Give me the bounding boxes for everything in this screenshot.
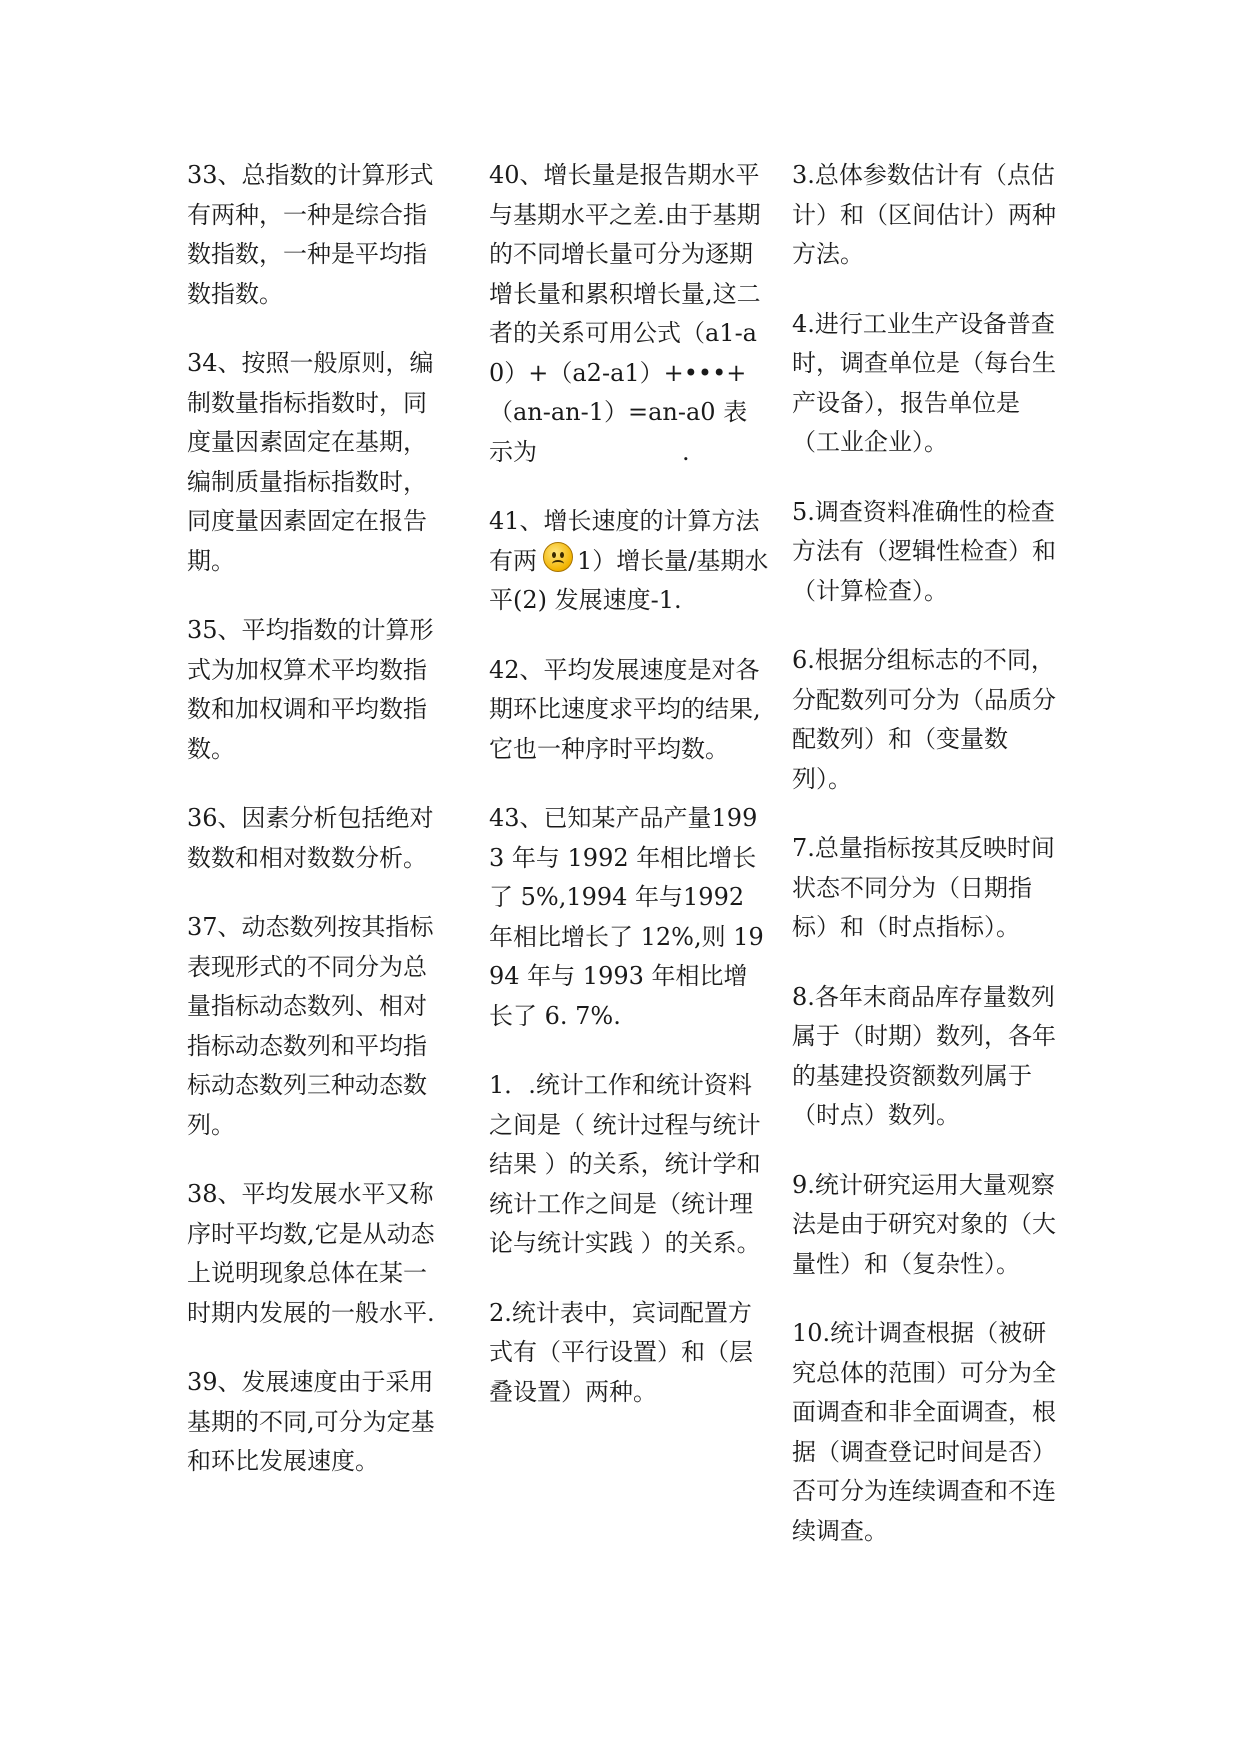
paragraph-43: 43、已知某产品产量1993 年与 1992 年相比增长了 5%,1994 年与1992 年相比增长了 12%,则 1994 年与 1993 年相比增长了 6. 7%. [489,804,764,1030]
paragraph-41-text-end: 1）增长量/基期水平(2) 发展速度-1. [489,546,769,614]
column-middle [489,156,769,1442]
paragraph-8: 8.各年末商品库存量数列属于（时期）数列，各年的基建投资额数列属于（时点）数列。 [792,982,1056,1129]
column-right [792,156,1062,1581]
paragraph-7: 7.总量指标按其反映时间状态不同分为（日期指标）和（时点指标）。 [792,834,1055,941]
paragraph-4: 4.进行工业生产设备普查时，调查单位是（每台生产设备），报告单位是（工业企业）。 [792,309,1056,456]
paragraph-10: 10.统计调查根据（被研究总体的范围）可分为全面调查和非全面调查，根据（调查登记时间是否）否可分为连续调查和不连续调查。 [792,1319,1056,1545]
paragraph-36: 36、因素分析包括绝对数数和相对数数分析。 [187,804,434,872]
paragraph-34: 34、按照一般原则，编制数量指标指数时，同度量因素固定在基期，编制质量指标指数时，同度量因素固定在报告期。 [187,349,434,575]
paragraph-39: 39、发展速度由于采用基期的不同,可分为定基和环比发展速度。 [187,1368,435,1475]
paragraph-35: 35、平均指数的计算形式为加权算术平均数指数和加权调和平均数指数。 [187,616,434,763]
paragraph-6: 6.根据分组标志的不同，分配数列可分为（品质分配数列）和（变量数列）。 [792,646,1056,793]
paragraph-2: 2.统计表中，宾词配置方式有（平行设置）和（层叠设置）两种。 [489,1298,753,1406]
paragraph-41 [489,502,769,621]
paragraph-42: 42、平均发展速度是对各期环比速度求平均的结果,它也一种序时平均数。 [489,655,761,763]
column-left [187,156,449,1512]
paragraph-40: 40、增长量是报告期水平与基期水平之差.由于基期的不同增长量可分为逐期增长量和累积增长量,这二者的关系可用公式（a1-a0）+（a2-a1）+•••+（an-an-1）=an-a0 表示为 . [489,161,761,466]
paragraph-37: 37、动态数列按其指标表现形式的不同分为总量指标动态数列、相对指标动态数列和平均指标动态数列三种动态数列。 [187,913,434,1139]
paragraph-5: 5.调查资料准确性的检查方法有（逻辑性检查）和（计算检查）。 [792,497,1056,605]
paragraph-41-text-start: 41、增长速度的计算方法有两 [489,507,760,575]
paragraph-3: 3.总体参数估计有（点估计）和（区间估计）两种方法。 [792,161,1056,268]
sad-face-icon [543,542,573,572]
paragraph-33: 33、总指数的计算形式有两种，一种是综合指数指数，一种是平均指数指数。 [187,161,434,308]
paragraph-1: 1．.统计工作和统计资料之间是（ 统计过程与统计结果 ）的关系，统计学和统计工作之间是（统计理论与统计实践 ）的关系。 [489,1071,761,1257]
paragraph-38: 38、平均发展水平又称序时平均数,它是从动态上说明现象总体在某一时期内发展的一般水平. [187,1180,435,1327]
paragraph-9: 9.统计研究运用大量观察法是由于研究对象的（大量性）和（复杂性）。 [792,1170,1056,1278]
